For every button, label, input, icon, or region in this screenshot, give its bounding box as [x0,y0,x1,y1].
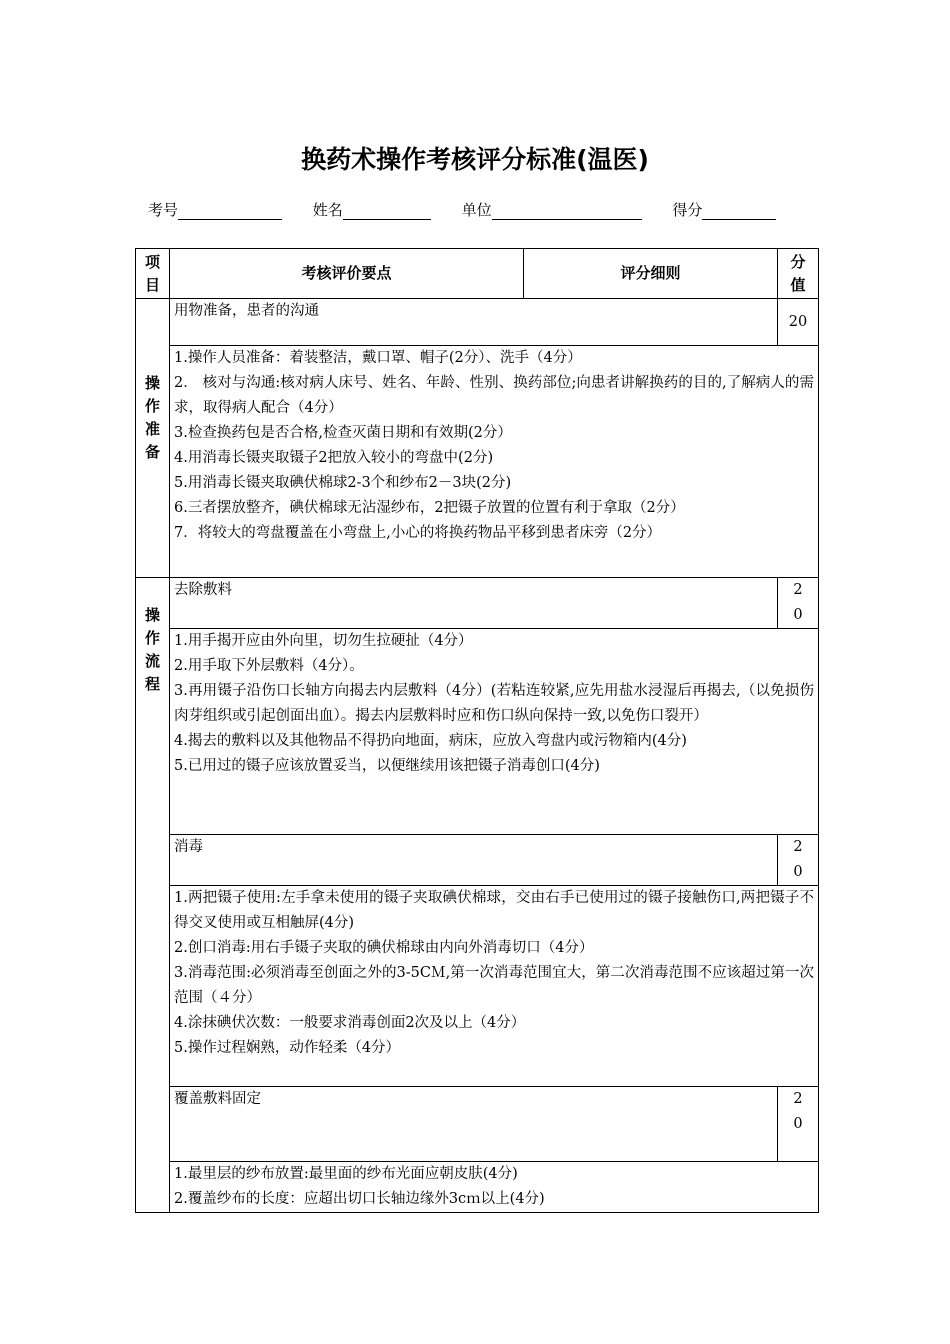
remove-score [778,578,819,629]
exam-info-line [148,199,776,220]
page-title: 换药术操作考核评分标准(温医) [301,145,649,174]
section-label-prep [136,299,170,578]
prep-score: 20 [778,299,819,346]
unit-label: 单位 [461,201,492,219]
prep-point-row [136,299,819,346]
header-scoring-details: 评分细则 [524,249,778,299]
cover-details-row [136,1162,819,1213]
disinfect-item-4: 4.涂抹碘伏次数：一般要求消毒创面2次及以上（4分） [174,1015,526,1031]
cover-item-2: 2.覆盖纱布的长度：应超出切口长轴边缘外3cｍ以上(4分) [174,1191,545,1207]
name-field[interactable] [343,203,431,220]
disinfect-item-2: 2.创口消毒:用右手镊子夹取的碘伏棉球由内向外消毒切口（4分） [174,940,594,956]
remove-details-row [136,629,819,835]
prep-item-6: 6.三者摆放整齐，碘伏棉球无沾湿纱布，2把镊子放置的位置有利于拿取（2分） [174,500,685,516]
exam-no-label: 考号 [148,201,179,219]
remove-point: 去除敷料 [170,578,778,629]
cover-details [170,1162,819,1213]
disinfect-point: 消毒 [170,835,778,886]
disinfect-details-row [136,886,819,1087]
remove-item-5: 5.已用过的镊子应该放置妥当，以便继续用该把镊子消毒创口(4分) [174,758,600,774]
score-field[interactable] [702,203,776,220]
prep-item-2: 2． 核对与沟通:核对病人床号、姓名、年龄、性别、换药部位;向患者讲解换药的目的,了解病人的需求，取得病人配合（4分） [174,375,814,416]
disinfect-item-3: 3.消毒范围:必须消毒至创面之外的3-5CＭ,第一次消毒范围宜大，第二次消毒范围不应该超过第一次范围（４分） [174,965,814,1006]
prep-item-3: 3.检查换药包是否合格,检查灭菌日期和有效期(2分） [174,425,512,441]
header-score-label: 分 值 [790,252,806,294]
cover-point-row [136,1087,819,1162]
cover-score [778,1087,819,1162]
prep-item-4: 4.用消毒长镊夹取镊子2把放入较小的弯盘中(2分) [174,450,494,466]
header-evaluation-points: 考核评价要点 [170,249,524,299]
score-label: 得分 [672,201,703,219]
prep-point: 用物准备，患者的沟通 [170,299,778,346]
header-project-label: 项 目 [144,252,160,294]
remove-point-row [136,578,819,629]
header-score [778,249,819,299]
table-header-row [136,249,819,299]
cover-item-1: 1.最里层的纱布放置:最里面的纱布光面应朝皮肤(4分) [174,1166,518,1182]
exam-no-field[interactable] [178,203,282,220]
disinfect-details [170,886,819,1087]
name-label: 姓名 [312,201,343,219]
remove-item-1: 1.用手揭开应由外向里，切勿生拉硬扯（4分） [174,633,473,649]
remove-score-text: 2 0 [793,582,803,623]
unit-field[interactable] [492,203,642,220]
disinfect-item-1: 1.两把镊子使用:左手拿未使用的镊子夹取碘伏棉球，交由右手已使用过的镊子接触伤口,两把镊子不得交叉使用或互相触屏(4分) [174,890,814,931]
disinfect-score-text: 2 0 [793,839,803,880]
section-label-flow-text: 操 作 流 程 [144,606,160,693]
prep-item-1: 1.操作人员准备：着装整洁，戴口罩、帽子(2分）、洗手（4分） [174,350,582,366]
disinfect-point-row [136,835,819,886]
disinfect-score [778,835,819,886]
remove-details [170,629,819,835]
section-label-prep-text: 操 作 准 备 [144,374,160,461]
disinfect-item-5: 5.操作过程娴熟，动作轻柔（4分） [174,1040,401,1056]
scoring-table [135,248,819,1213]
remove-item-3: 3.再用镊子沿伤口长轴方向揭去内层敷料（4分）(若粘连较紧,应先用盐水浸湿后再揭去,（以免损伤肉芽组织或引起创面出血）。揭去内层敷料时应和伤口纵向保持一致,以免伤口裂开） [174,683,814,724]
remove-item-2: 2.用手取下外层敷料（4分）。 [174,658,364,674]
cover-point: 覆盖敷料固定 [170,1087,778,1162]
prep-details [170,346,819,578]
prep-item-7: 7．将较大的弯盘覆盖在小弯盘上,小心的将换药物品平移到患者床旁（2分） [174,525,662,541]
prep-item-5: 5.用消毒长镊夹取碘伏棉球2-3个和纱布2－3块(2分) [174,475,512,491]
header-project [136,249,170,299]
cover-score-text: 2 0 [793,1091,803,1132]
prep-details-row [136,346,819,578]
remove-item-4: 4.揭去的敷料以及其他物品不得扔向地面，病床，应放入弯盘内或污物箱内(4分) [174,733,687,749]
section-label-flow [136,578,170,1213]
